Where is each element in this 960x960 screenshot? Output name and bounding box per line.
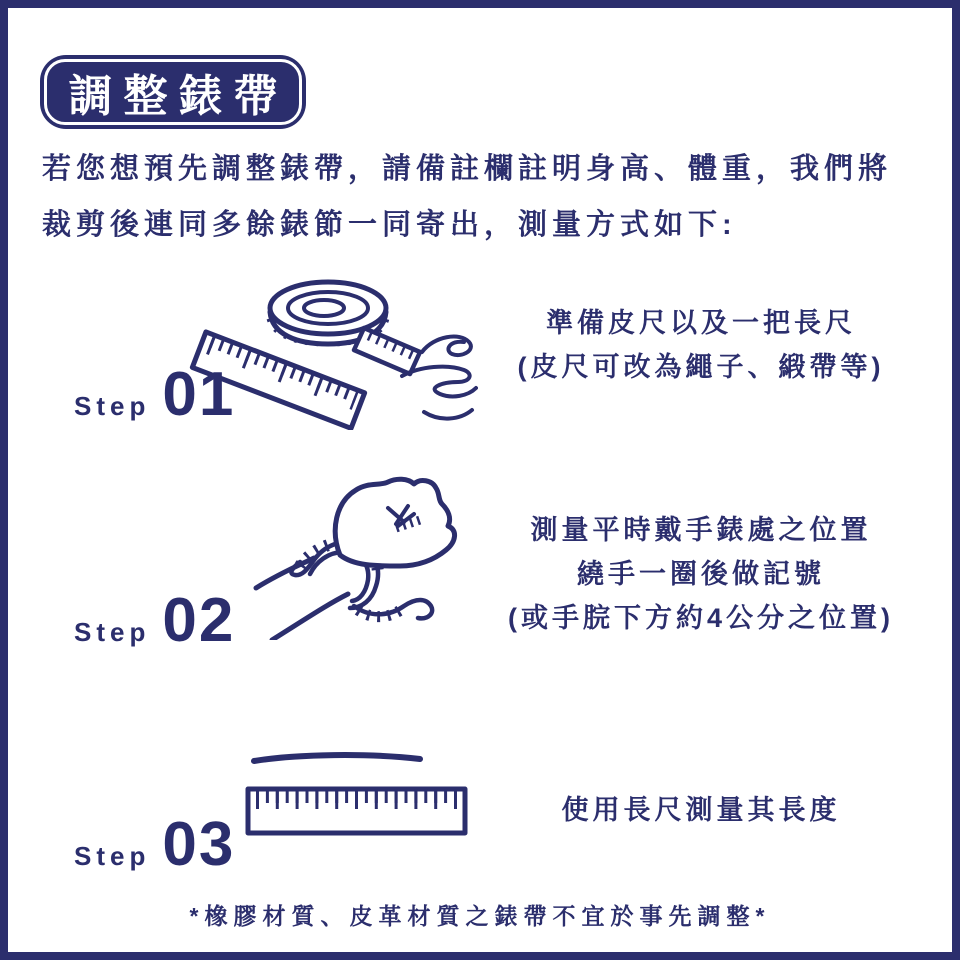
step-number: 02 <box>162 586 236 655</box>
title-badge <box>40 55 306 129</box>
step-2-line-3: (或手脘下方約4公分之位置) <box>508 603 894 633</box>
intro-line-1: 若您想預先調整錶帶，請備註欄註明身高、體重，我們將 <box>42 153 893 185</box>
step-3-text <box>466 788 936 832</box>
page-title: 調整錶帶 <box>68 72 289 121</box>
step-word: Step <box>74 841 151 871</box>
step-1-line-1: 準備皮尺以及一把長尺 <box>546 308 856 338</box>
step-1-line-2: (皮尺可改為繩子、緞帶等) <box>517 352 885 382</box>
step-3-label <box>74 810 236 879</box>
step-2-line-2: 繞手一圈後做記號 <box>577 559 825 589</box>
step-2-label <box>74 586 236 655</box>
wrist-measurement-icon <box>250 470 485 640</box>
step-number: 01 <box>162 360 236 429</box>
step-2-line-1: 測量平時戴手錶處之位置 <box>530 515 872 545</box>
step-2-text <box>466 508 936 640</box>
intro-line-2: 裁剪後連同多餘錶節一同寄出，測量方式如下: <box>42 208 737 241</box>
step-number: 03 <box>162 810 236 879</box>
step-3-line-1: 使用長尺測量其長度 <box>561 795 841 825</box>
step-word: Step <box>74 391 151 421</box>
ruler-measuring-string-icon <box>238 745 473 842</box>
footer-note: *橡膠材質、皮革材質之錶帶不宜於事先調整* <box>189 903 771 929</box>
step-word: Step <box>74 617 151 647</box>
step-1-label <box>74 360 236 429</box>
intro-paragraph <box>42 142 932 254</box>
step-1-text <box>466 301 936 389</box>
